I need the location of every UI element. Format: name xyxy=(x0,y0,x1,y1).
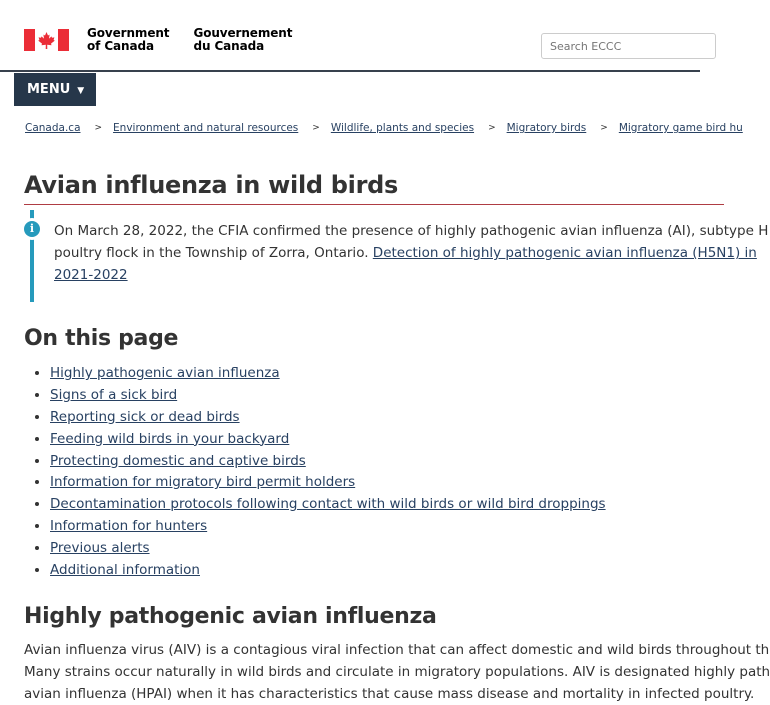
menu-button[interactable] xyxy=(14,73,96,106)
list-item xyxy=(50,362,606,384)
toc-link[interactable]: Feeding wild birds in your backyard xyxy=(50,430,290,447)
gov-name-english: Government of Canada xyxy=(87,26,170,53)
canada-flag-icon[interactable] xyxy=(24,29,69,51)
government-wordmark[interactable] xyxy=(87,27,292,53)
list-item xyxy=(50,384,606,406)
breadcrumb-link-migratory-game-bird[interactable]: Migratory game bird hu xyxy=(618,122,743,134)
paragraph-line: Many strains occur naturally in wild birds and circulate in migratory populations. AIV is designated highly path xyxy=(24,664,770,680)
toc-link[interactable]: Reporting sick or dead birds xyxy=(50,408,240,425)
list-item xyxy=(50,559,606,581)
toc-link[interactable]: Protecting domestic and captive birds xyxy=(50,452,306,469)
list-item xyxy=(50,537,606,559)
breadcrumb-separator-icon: > xyxy=(94,123,103,133)
list-item xyxy=(50,493,606,515)
menu-label: MENU xyxy=(27,82,71,97)
toc-link[interactable]: Information for migratory bird permit holders xyxy=(50,474,356,491)
title-divider xyxy=(24,204,724,205)
paragraph-line: avian influenza (HPAI) when it has characteristics that cause mass disease and mortality in infected poultry. xyxy=(24,686,755,702)
list-item xyxy=(50,515,606,537)
gov-name-french: Gouvernement du Canada xyxy=(193,26,293,53)
alert-link-continued[interactable]: 2021-2022 xyxy=(54,267,128,283)
list-item xyxy=(50,450,606,472)
breadcrumb-separator-icon: > xyxy=(600,123,608,133)
toc-link[interactable]: Previous alerts xyxy=(50,540,150,557)
page-title: Avian influenza in wild birds xyxy=(24,171,399,199)
list-item xyxy=(50,471,606,493)
toc-link[interactable]: Additional information xyxy=(50,562,200,579)
info-alert xyxy=(24,210,769,302)
toc-link[interactable]: Information for hunters xyxy=(50,518,208,535)
section-paragraph xyxy=(24,639,770,705)
paragraph-line: Avian influenza virus (AIV) is a contagious viral infection that can affect domestic and wild birds throughout th xyxy=(24,642,770,658)
list-item xyxy=(50,428,606,450)
breadcrumb xyxy=(25,122,743,134)
breadcrumb-link-canada[interactable]: Canada.ca xyxy=(25,122,81,134)
toc-link[interactable]: Signs of a sick bird xyxy=(50,386,178,403)
toc-heading: On this page xyxy=(24,326,179,351)
breadcrumb-link-environment[interactable]: Environment and natural resources xyxy=(113,122,299,134)
alert-line-3 xyxy=(54,264,734,286)
toc-link[interactable]: Decontamination protocols following contact with wild birds or wild bird droppings xyxy=(50,496,606,513)
info-icon: i xyxy=(24,221,40,237)
breadcrumb-separator-icon: > xyxy=(488,123,496,133)
table-of-contents xyxy=(50,362,606,581)
alert-link[interactable]: Detection of highly pathogenic avian influenza (H5N1) in xyxy=(372,245,757,261)
alert-message xyxy=(54,220,769,286)
alert-line-2: poultry flock in the Township of Zorra, Ontario. Detection of highly pathogenic avian influenza (H5N1) in xyxy=(54,245,757,261)
alert-line-1: On March 28, 2022, the CFIA confirmed the presence of highly pathogenic avian influenza (AI), subtype H xyxy=(54,223,769,239)
breadcrumb-separator-icon: > xyxy=(312,123,320,133)
list-item xyxy=(50,406,606,428)
chevron-down-icon: ▼ xyxy=(77,85,85,96)
search-input[interactable] xyxy=(541,33,716,59)
section-body xyxy=(24,639,770,705)
breadcrumb-link-wildlife[interactable]: Wildlife, plants and species xyxy=(330,122,475,134)
toc-link[interactable]: Highly pathogenic avian influenza xyxy=(50,365,280,381)
section-heading: Highly pathogenic avian influenza xyxy=(24,604,437,629)
breadcrumb-link-migratory-birds[interactable]: Migratory birds xyxy=(506,122,587,134)
site-header xyxy=(0,0,700,72)
